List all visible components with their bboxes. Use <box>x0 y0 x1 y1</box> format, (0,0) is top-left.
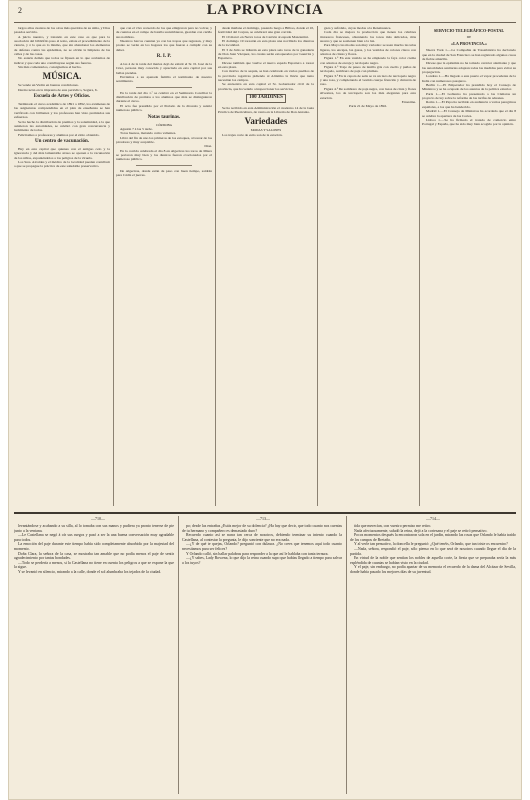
paragraph: Se ha hecho la distribución de premios y la solemnidad, a la que asistieron las autoridades, se celebró con gran concurrencia y lucimiento de todos. <box>14 119 110 133</box>
newspaper-title: LA PROVINCIA <box>206 2 324 18</box>
paragraph: Pocos momentos después la encontraron sola en el jardín, mirando las rosas que Orlando le había traído de los campos de Bretaña. <box>350 533 516 542</box>
paragraph: El acto fue presidido por el Prelado de la diócesis y asistió numeroso público. <box>116 103 212 113</box>
header-rule <box>14 22 516 23</box>
paragraph: que con el vivo recuerdo de los que emigraron para no volver, y de cuantos en el campo de batalla sucumbieron, guardan con cariño sus nombres. <box>116 26 212 39</box>
subheading-modas: MODAS Y SALONES <box>250 128 282 133</box>
paragraph: Londres 1.—Ha llegado a este puerto el vapor procedente de la India con numerosos pasajeros. <box>422 74 516 83</box>
paragraph: El 10 marcó en Nerva toros de Carrión al espada Mazzantini. <box>222 34 309 39</box>
paragraph: En la corrida celebrada el día 8 en Algeciras los toros de Miura se portaron muy bien y los diestros fueron ovacionados por el numeroso público. <box>116 148 212 162</box>
paragraph: Terminado el curso académico de 1891 a 1892, los exámenes de las asignaturas comprendidas en el plan de enseñanza se han verificado con brillantez y los profesores han visto premiados sus esfuerzos. <box>14 102 110 120</box>
paragraph: po; desde las entrañas ¿Estás mejor de su dolencia? ¿Ha hay que decir, que todo cuanto nos cuentas de tu hermano y compañero es demasiado duro? <box>182 524 342 533</box>
folletin-page-label: —710— <box>91 516 105 521</box>
column-divider <box>419 26 420 506</box>
paragraph: —Todo se perdería a menos, si la Castellana no tiene en cuenta los peligros a que se expone la que la sigue. <box>14 560 174 570</box>
heading-variedades: Variedades <box>244 116 288 127</box>
boxed-advert: 100 JARDINES <box>246 94 286 102</box>
paragraph: Se vende un Violín en buenas condiciones. <box>18 83 79 88</box>
paragraph: Y el paje, sin embargo, no podía apartar de su memoria el recuerdo de la dama del Alcázar de Sevilla, donde había pasado los mejores días de su juventud. <box>350 565 516 574</box>
paragraph: Los trajes corte de estío son de la estación. <box>222 132 283 137</box>
paragraph: —¿Y sabes, Lady Rowena, lo que dijo la reina cuando supo que habías llegado a tiempo para salvar a los tuyos? <box>182 556 342 565</box>
paragraph: Hay en esta capital que quienes con el antiguo celo y la ignorancia y del más lamentable atraso se oponen a la vacunación de los niños, exponiéndolos a los peligros de la viruela. <box>14 146 110 160</box>
paragraph: Toros buenos, matando como valientes. <box>120 131 177 136</box>
paragraph: Se ha recibido en esta Administración el cuaderno 14 de la Guía Práctica de Puericultura, de venta en la Librería de Don Antonio. <box>218 105 314 114</box>
column-divider <box>317 26 318 506</box>
paragraph: Recuerdo cuanto así se narra tan cerca de nosotros, debiendo terminar su intento cuando la Castellana, al contestar la pregunta, le dijo sonriente que no era nada. <box>182 533 342 542</box>
notas-signature: Díaz. <box>204 144 212 149</box>
heading-escuela: Escuela de Artes y Oficios. <box>33 94 91 100</box>
paragraph: Dicese también que vuelve el nuevo espada Espartero a torear en esta plaza. <box>218 60 314 70</box>
newspaper-page <box>8 0 522 800</box>
paragraph: largos años cuantos de los otros más queridos de su alma, y Dios pasados serviría. <box>14 26 110 35</box>
column-divider <box>178 516 179 794</box>
paragraph: Roma 1.—El Papa ha recibido en audiencia a varios peregrinos españoles, a los que ha bendecido. <box>422 100 516 109</box>
folletin-column-2 <box>182 524 342 794</box>
heading-de: DE <box>466 35 472 39</box>
paragraph: Nada afectuosamente, saludó la reina, dejó a la cortesana y el paje se retiró pensativo. <box>354 528 488 533</box>
paragraph: tida que merecían, con vuestro permiso me retiro. <box>354 524 432 528</box>
paragraph: A las 4 de la tarde del martes dejó de existir el Sr. D. José de la Cruz, persona muy conocida y apreciada en esta capital por sus bellas prendas. <box>116 62 212 75</box>
column-divider <box>215 26 216 506</box>
paragraph: Sin más comentarios, consignamos el hecho. <box>18 65 82 70</box>
paragraph: Los Sres. Alcaldes y el médico de la localidad pueden contribuir a que se propague la práctica de este saludable preservativo. <box>14 159 110 169</box>
article-date: París 21 de Mayo de 1892. <box>348 104 388 109</box>
masthead <box>8 0 522 22</box>
paragraph: Nueva York 1.—La Compañía de Trasatlántica ha declarado que en la ciudad de San Francisco se han registrado algunos casos de fiebre amarilla. <box>422 48 516 62</box>
paragraph: Figura 3.ª En la capota de seda se ve un lazo de terciopelo negro y una rosa, y completando el vestido cuerpo fruncido y cinturón de raso. <box>320 73 416 87</box>
paragraph: En la tarde del día 1.º se celebró en el Seminario Conciliar la distribución de premios a los alumnos que más se distinguieron durante el curso. <box>116 90 212 104</box>
folletin-page-label: —713— <box>256 516 270 521</box>
paragraph: Para Mayo las modas son muy variadas: se usan mucho las telas ligeras, los encajes, las gasas, y los vestidos de colores claros con adornos de cintas y flores. <box>320 43 416 57</box>
folletin-rule <box>14 512 516 514</box>
notas-place: CÓRDOBA <box>155 122 173 127</box>
paragraph: Se encuentra en esta capital el Sr. Gobernador civil de la provincia, que ha venido a inspeccionar los servicios. <box>218 82 314 91</box>
paragraph: Y Orlando calló, sin hallar palabras para responder a la que así le hablaba con tanta ternura. <box>186 551 329 556</box>
column-4 <box>320 26 416 506</box>
paragraph: Madrid 1.—El Consejo de Ministros ha acordado que el día 8 se celebre la apertura de las Cortes. <box>422 109 516 118</box>
paragraph: Figura 4.ª De sombrero de paja negra, con lazos de cinta y flores silvestres, los de terciopelo son los más elegantes para esta estación. <box>320 86 416 100</box>
column-divider <box>346 516 347 794</box>
paragraph: No estaría demás que todos se fijasen en lo que acabamos de indicar y que cada uno contribuyese según sus fuerzas. <box>14 56 110 65</box>
paragraph: En virtud de la noble que sentían los nobles de aquella corte, la fiesta que se preparaba sería la más espléndida de cuantas se habían visto en la ciudad. <box>350 556 516 565</box>
paragraph: Cada día se mejora la producción que tienen los célebres tintoreros franceses, obteniendo los tonos más delicados, más suaves y que se sostienen bien a la luz. <box>320 30 416 44</box>
paragraph: Felicitamos a profesores y alumnos por el éxito obtenido. <box>18 132 100 137</box>
paragraph: Berlín 1.—El Emperador ha presidido hoy el Consejo de Ministros y se ha ocupado de los asuntos de la política exterior. <box>422 83 516 92</box>
divider <box>136 165 192 166</box>
paragraph: El domingo 19 torearán en esta plaza una novillada los diestros de la localidad. <box>218 39 314 48</box>
column-5 <box>422 26 516 506</box>
heading-musica: MÚSICA. <box>42 71 82 82</box>
column-1 <box>14 26 110 506</box>
paragraph: Dícese que la epidemia no ha tomado carácter alarmante y que las autoridades sanitarias adoptan todas las medidas para evitar su propagación. <box>422 61 516 75</box>
paragraph: Y al verle tan pensativo, la doncella le preguntó: ¿Qué tenéis, Orlando, que tan triste os encuentro? <box>354 542 508 547</box>
paragraph: Enviamos a su apenada familia el testimonio de nuestro sentimiento. <box>116 75 212 84</box>
paragraph: Darán razón en la imprenta de este periódico, Segura, 6. <box>18 87 98 92</box>
paragraph: De Algeciras, donde están de paso con buen tiempo, saldrán para Cádiz el jueves. <box>116 168 212 177</box>
folletin-page-label: —714— <box>426 516 440 521</box>
paragraph: Lisboa 1.—Se ha firmado el tratado de comercio entre Portugal y España, que ha sido muy bien acogido por la opinión. <box>422 117 516 127</box>
paragraph: desde mañana el domingo, pasando luego a Bilbao, donde el 10, festividad del Corpus, se celebrará una gran corrida. <box>218 26 314 35</box>
paragraph: —Le Castellana se negó á oír sus ruegos y pasó a ser la una buena conversación muy agradable para todos. <box>14 533 174 542</box>
paragraph: La emoción del paje durante este tiempo había sido completamente absorbido por la majestad del momento. <box>14 542 174 551</box>
heading-centro-vacunacion: Un centro de vacunación. <box>34 138 90 144</box>
paragraph: Figura 2.ª Traje de paseo de lanilla gris con cuello y puños de terciopelo, sombrero de paja con plumas. <box>320 65 416 74</box>
paragraph: Nuestros barcos cuentan ya con las tropas que regresan, y muy pronto se verán en los hogares los que fueron a cumplir con su deber. <box>116 39 212 52</box>
page-number: 2 <box>18 6 22 15</box>
column-2 <box>116 26 212 506</box>
folletin-column-3 <box>350 524 516 794</box>
paragraph: levantándose y acabando a su silla, al lo tomaba con sus manos y pudiera ya pronto tenerse de pie junto a la ventana. <box>14 524 174 533</box>
paragraph: Agustín 7 á las 5 tarde. <box>120 126 153 131</box>
article-signature: Ernestina. <box>401 99 416 104</box>
paragraph: Con motivo de la sequía, se han celebrado en varios pueblos de la provincia rogativas pidiendo al Altísimo la lluvia que tanto necesitan los campos. <box>218 69 314 83</box>
folletin-column-1 <box>14 524 174 794</box>
heading-notas-taurinas: Notas taurinas. <box>147 114 181 120</box>
paragraph: gaza y asfódelo, cuyas modas a la Renaissance. <box>324 26 392 30</box>
paragraph: París 1.—El Gobierno ha presentado a las Cámaras un proyecto de ley sobre la reforma de las tarifas de aduanas. <box>422 91 516 101</box>
column-divider <box>113 26 114 506</box>
paragraph: A juicio nuestro, y tratando en este caso es que para la asociación del bibliófilo paso al texto, existe el procedimiento de la ciencia, y ó lo que es lo mismo, que sin abandonar los elementos de defensa contra las epidemias, no se olvide la limpieza de las calles y de las casas. <box>14 34 110 57</box>
paragraph: —Nada, señora, respondió el paje, sólo pienso en lo que será de nosotros cuando llegue el día de la partida. <box>350 546 516 556</box>
heading-la-provincia: «LA PROVINCIA.» <box>450 41 488 47</box>
paragraph: Doña Clara, la señora de la casa, se mostraba tan amable que no podía menos el paje de sentir agradecimiento por tantas bondades. <box>14 551 174 561</box>
heading-servicio-telegrafico: SERVICIO TELEGRÁFICO-POSTAL <box>433 28 505 33</box>
paragraph: Y se levantó en silencio, mirando a la calle, donde el sol alumbraba los tejados de la ciudad. <box>18 569 162 574</box>
divider <box>136 87 192 88</box>
paragraph: —¿Y de qué te quejas, Orlando? preguntó con dulzura. ¿No crees que tenemos aquí todo cuanto necesitamos para ser felices? <box>182 542 342 551</box>
heading-rip: R. I. P. <box>156 54 172 60</box>
paragraph: Figura 1.ª En este vestido se ha empleado la faya color crema con adornos de encaje y terciopelo negro. <box>320 56 416 65</box>
paragraph: El 3 de Julio se lidiarán en esta plaza seis toros de la ganadería de Don Juan Vázquez, los cuales serán estoqueados por Guerrita y Espartero. <box>218 47 314 61</box>
column-3 <box>218 26 314 506</box>
paragraph: Libró del fin de uno los primeros de los estoques, al torear de los picadores y muy aceptable. <box>116 135 212 144</box>
